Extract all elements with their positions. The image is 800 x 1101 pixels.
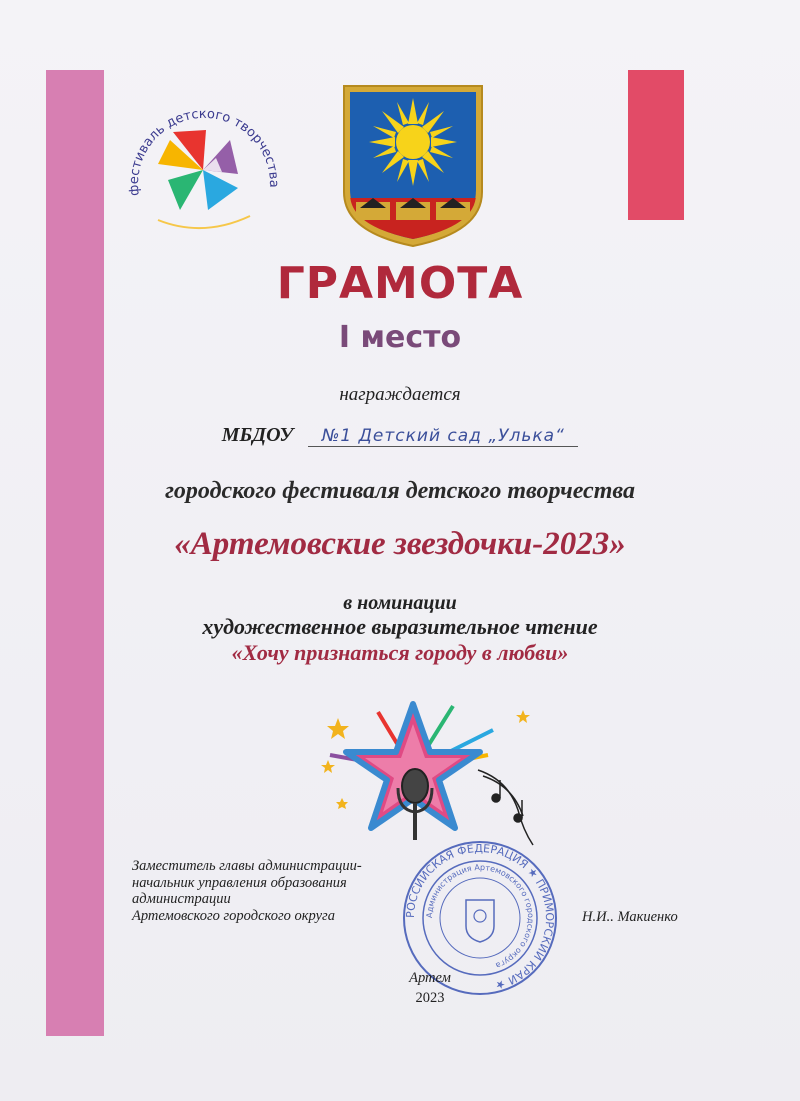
seal-emblem-icon	[466, 900, 494, 942]
seal-outer-text: РОССИЙСКАЯ ФЕДЕРАЦИЯ ★ ПРИМОРСКИЙ КРАЙ ★	[403, 841, 557, 993]
recipient-row	[0, 424, 800, 447]
position-line: начальник управления образования	[132, 874, 347, 891]
festival-logo	[118, 92, 288, 242]
certificate-title: ГРАМОТА	[276, 258, 524, 309]
pinwheel-icon	[158, 130, 238, 210]
position-line: Заместитель главы администрации-	[132, 858, 362, 874]
festival-name: «Артемовские звездочки-2023»	[174, 526, 626, 562]
place-label: I место	[338, 320, 462, 355]
position-line: Артемовского городского округа	[132, 907, 335, 924]
microphone-icon	[398, 769, 432, 840]
nomination-name: художественное выразительное чтение	[202, 614, 598, 639]
signer-name: Н.И.. Макиенко	[582, 909, 678, 925]
recipient-handwritten-name: №1 Детский сад „Улька“	[308, 426, 578, 447]
festival-line: городского фестиваля детского творчества	[165, 478, 635, 504]
city-coat-of-arms-icon	[338, 82, 488, 250]
signatory-position	[132, 858, 362, 924]
sun-icon	[369, 98, 457, 186]
music-notes-icon	[478, 770, 533, 845]
awarded-label: награждается	[339, 384, 461, 405]
seal-inner-text: Администрация Артемовского городского округа	[424, 862, 536, 971]
right-decorative-stripe	[628, 70, 684, 220]
star-microphone-illustration	[318, 700, 548, 850]
org-type-label: МБДОУ	[221, 424, 294, 446]
position-line: администрации	[132, 891, 231, 907]
logo-arc-text: фестиваль детского творчества	[126, 106, 282, 197]
nomination-label: в номинации	[343, 592, 457, 614]
city-name: Артем	[409, 970, 451, 986]
nomination-theme: «Хочу признаться городу в любви»	[231, 640, 569, 665]
year: 2023	[415, 990, 445, 1006]
